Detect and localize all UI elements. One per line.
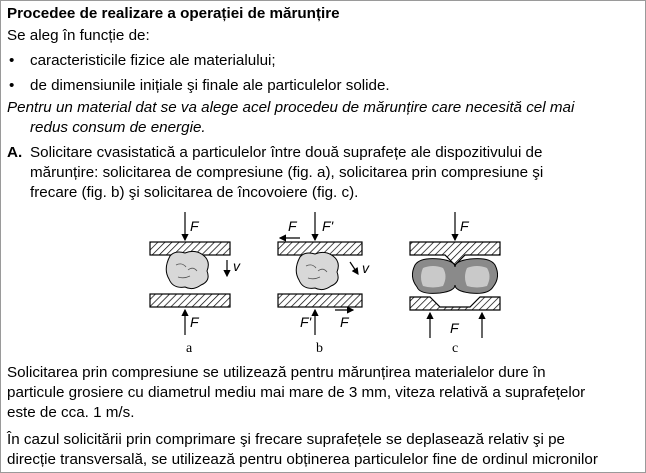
figure-caption-a: a bbox=[186, 341, 193, 356]
force-label: F bbox=[460, 218, 469, 234]
italic-note-line: Pentru un material dat se va alege acel procedeu de mărunțire care necesită cel mai bbox=[7, 99, 575, 116]
figure-caption-c: c bbox=[452, 341, 459, 356]
crushing-figure bbox=[140, 210, 520, 360]
velocity-label: v bbox=[362, 260, 369, 276]
bullet-item: de dimensiunile inițiale şi finale ale particulelor solide. bbox=[30, 77, 390, 94]
force-label: F bbox=[190, 218, 199, 234]
bullet-icon: • bbox=[9, 77, 15, 94]
section-marker: A. bbox=[7, 144, 23, 161]
force-prime-label: F' bbox=[300, 314, 312, 330]
paragraph-line: Solicitarea prin compresiune se utilizează pentru mărunțirea materialelor dure în bbox=[7, 364, 546, 381]
paragraph-line: În cazul solicitării prin comprimare şi frecare suprafețele se deplasează relativ şi pe bbox=[7, 431, 565, 448]
bullet-item: caracteristicile fizice ale materialului; bbox=[30, 52, 276, 69]
paragraph-line: particule grosiere cu diametrul mediu mai mare de 3 mm, viteza relativă a suprafețelor bbox=[7, 384, 586, 401]
slide-title: Procedee de realizare a operației de mărunțire bbox=[7, 5, 340, 22]
force-label: F bbox=[288, 218, 297, 234]
section-a-line: frecare (fig. b) şi solicitarea de încovoiere (fig. c). bbox=[30, 184, 359, 201]
force-label: F bbox=[340, 314, 349, 330]
velocity-label: v bbox=[233, 258, 240, 274]
intro-text: Se aleg în funcție de: bbox=[7, 27, 150, 44]
section-a-line: mărunțire: solicitarea de compresiune (fig. a), solicitarea prin compresiune şi bbox=[30, 164, 544, 181]
paragraph-line: este de cca. 1 m/s. bbox=[7, 404, 135, 421]
force-prime-label: F' bbox=[322, 218, 334, 234]
bullet-icon: • bbox=[9, 52, 15, 69]
section-a-line: Solicitare cvasistatică a particulelor între două suprafețe ale dispozitivului de bbox=[30, 144, 543, 161]
italic-note-line: redus consum de energie. bbox=[30, 119, 206, 136]
force-label: F bbox=[450, 320, 459, 336]
force-label: F bbox=[190, 314, 199, 330]
figure-caption-b: b bbox=[316, 341, 323, 356]
paragraph-line: direcție transversală, se utilizează pentru obținerea particulelor fine de ordinul micronilor bbox=[7, 451, 598, 468]
